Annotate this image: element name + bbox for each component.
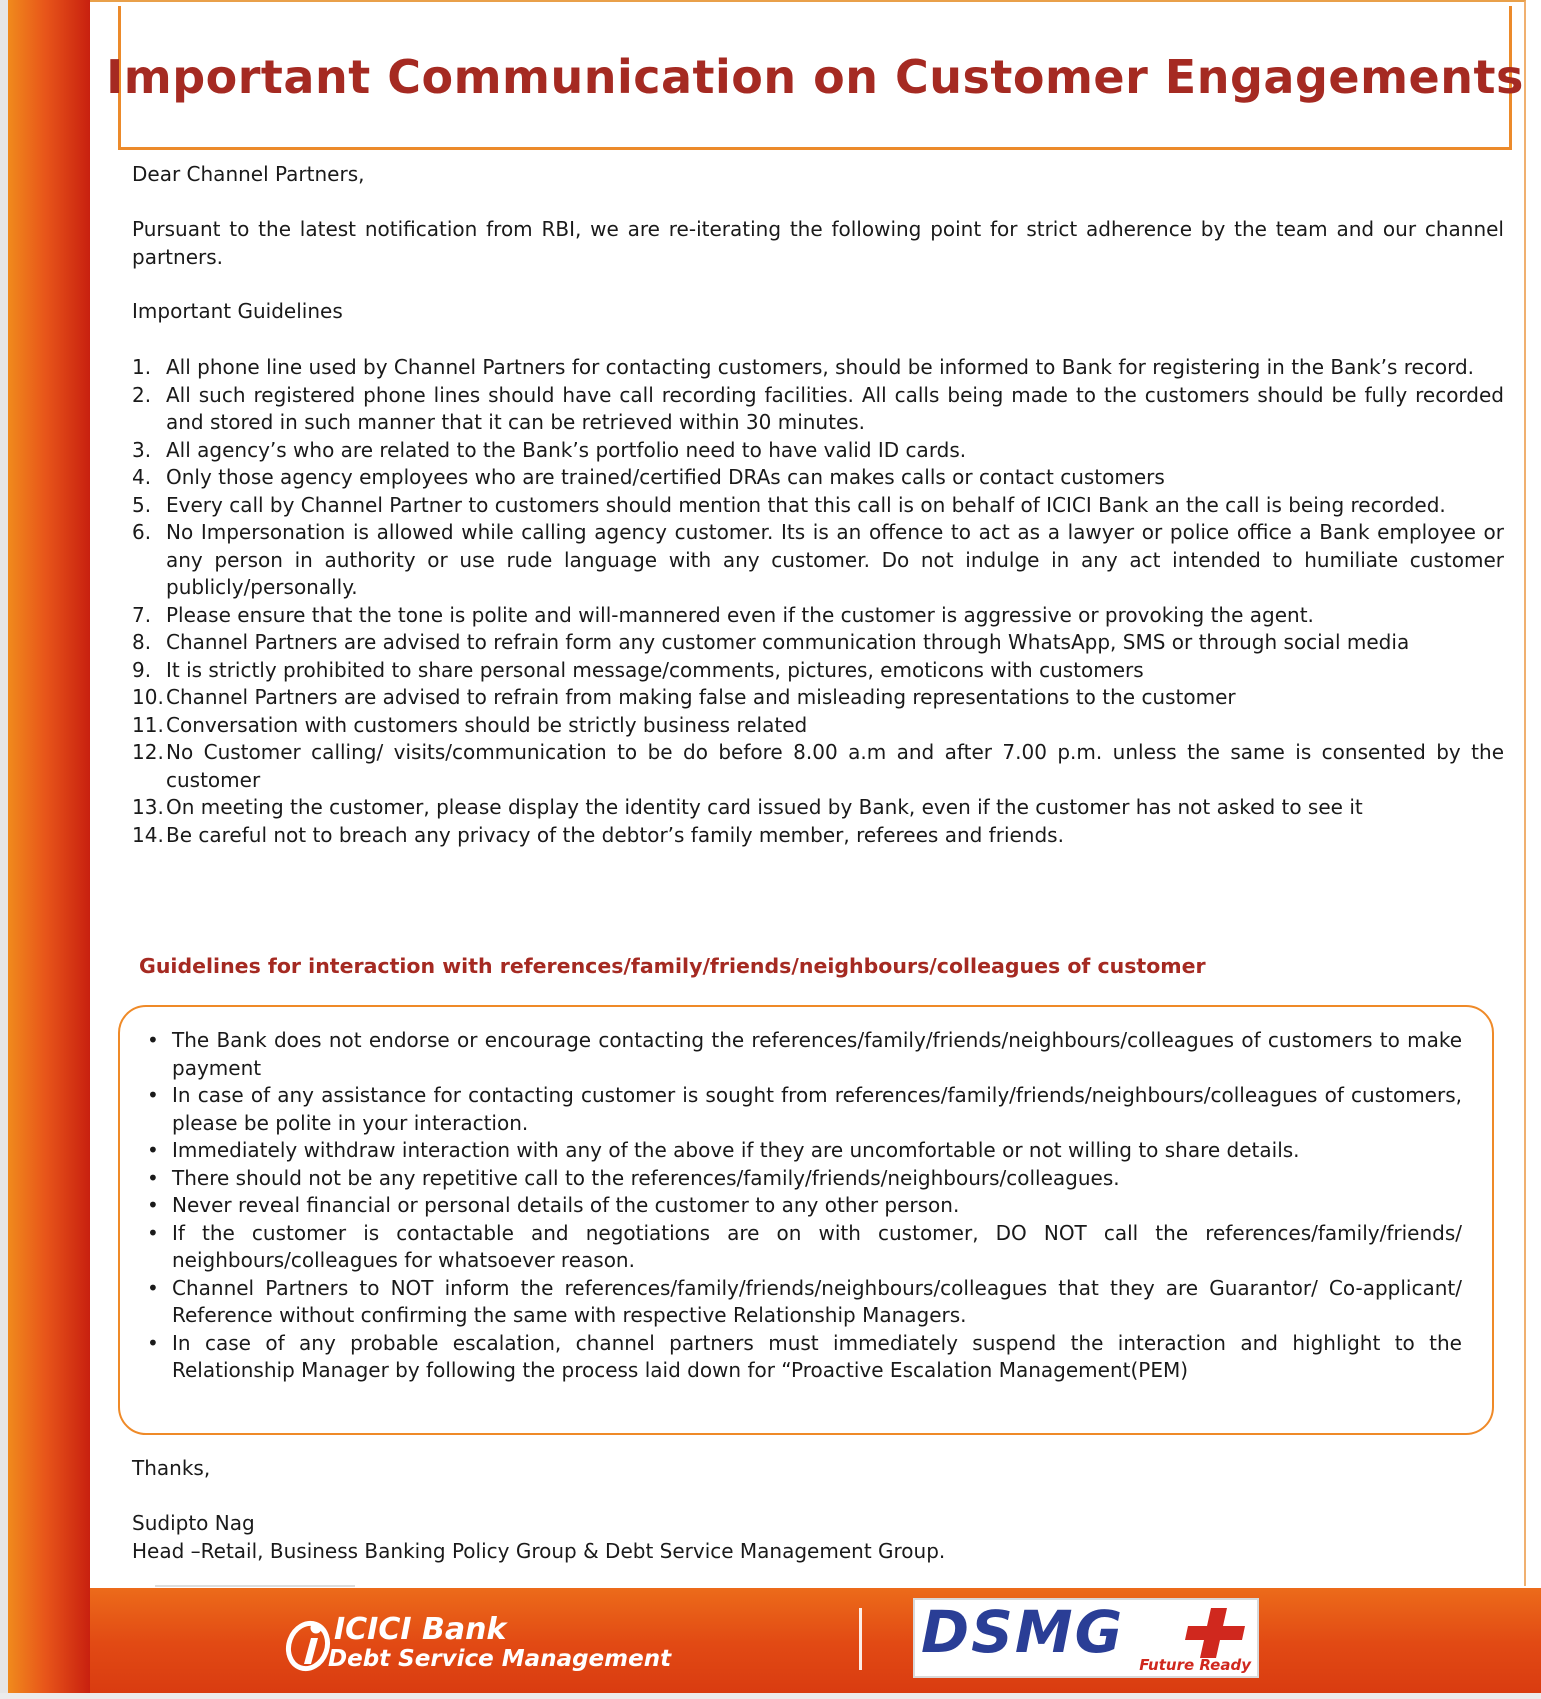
guideline-text: Every call by Channel Partner to customers should mention that this call is on behalf of ICICI Bank an the call is being recorded. xyxy=(166,492,1446,517)
list-item xyxy=(144,1137,1462,1165)
guideline-item xyxy=(132,354,1504,382)
guideline-item xyxy=(132,684,1504,712)
bullet-icon: • xyxy=(147,1220,159,1245)
bullet-icon: • xyxy=(147,1330,159,1355)
list-item xyxy=(144,1220,1462,1275)
guideline-number: 13. xyxy=(132,795,164,819)
guideline-text: All agency’s who are related to the Bank’s portfolio need to have valid ID cards. xyxy=(166,437,967,462)
reference-guidelines-list xyxy=(144,1027,1462,1385)
list-item xyxy=(144,1330,1462,1385)
guideline-number: 9. xyxy=(132,657,152,682)
guideline-text: All such registered phone lines should have call recording facilities. All calls being made to the customers should be fully recorded and stored in such manner that it can be retrieved within 30 minutes. xyxy=(166,382,1504,434)
closing: Thanks, xyxy=(132,1456,211,1480)
guideline-text: Only those agency employees who are trained/certified DRAs can makes calls or contact customers xyxy=(166,465,1165,489)
list-item xyxy=(144,1192,1462,1220)
page-title: Important Communication on Customer Engagements xyxy=(106,49,1524,104)
reference-guideline-text: In case of any assistance for contacting customer is sought from references/family/friends/neighbours/colleagues of customers, please be polite in your interaction. xyxy=(172,1083,1462,1135)
guideline-item xyxy=(132,464,1504,492)
plus-icon xyxy=(1185,1606,1249,1660)
reference-guideline-text: The Bank does not endorse or encourage contacting the references/family/friends/neighbours/colleagues of customers to make payment xyxy=(172,1028,1462,1080)
guideline-item xyxy=(132,629,1504,657)
guideline-item xyxy=(132,492,1504,520)
guideline-text: No Customer calling/ visits/communication to be do before 8.00 a.m and after 7.00 p.m. unless the same is consented by the customer xyxy=(166,740,1504,792)
guideline-number: 12. xyxy=(132,740,164,764)
guideline-number: 7. xyxy=(132,602,152,627)
guideline-number: 11. xyxy=(132,712,164,737)
reference-guideline-text: Immediately withdraw interaction with any of the above if they are uncomfortable or not willing to share details. xyxy=(172,1138,1300,1162)
guideline-item xyxy=(132,794,1504,822)
left-gradient-band xyxy=(8,0,90,1699)
guideline-item xyxy=(132,712,1504,740)
list-item xyxy=(144,1275,1462,1330)
guideline-item xyxy=(132,739,1504,794)
guideline-item xyxy=(132,822,1504,850)
guideline-item xyxy=(132,382,1504,437)
guideline-number: 4. xyxy=(132,465,152,489)
guideline-item xyxy=(132,437,1504,465)
dsmg-tagline: Future Ready xyxy=(1139,1656,1251,1674)
signer-name: Sudipto Nag xyxy=(132,1511,255,1535)
guideline-text: It is strictly prohibited to share personal message/comments, pictures, emoticons with customers xyxy=(166,657,1144,682)
guideline-number: 5. xyxy=(132,492,152,517)
guideline-number: 14. xyxy=(132,822,164,847)
signer-title: Head –Retail, Business Banking Policy Group & Debt Service Management Group. xyxy=(132,1539,946,1563)
guideline-number: 2. xyxy=(132,382,152,407)
guideline-text: Channel Partners are advised to refrain from making false and misleading representations to the customer xyxy=(166,685,1236,709)
section-heading: Guidelines for interaction with references/family/friends/neighbours/colleagues of customer xyxy=(139,954,1206,978)
bullet-icon: • xyxy=(147,1275,159,1300)
guideline-text: Channel Partners are advised to refrain form any customer communication through WhatsApp, SMS or through social media xyxy=(166,630,1410,654)
guideline-text: No Impersonation is allowed while calling agency customer. Its is an offence to act as a lawyer or police office a Bank employee or any person in authority or use rude language with any customer. Do not indulge in any act intended to humiliate customer publicly/personally. xyxy=(166,520,1504,599)
list-item xyxy=(144,1082,1462,1137)
reference-guideline-text: If the customer is contactable and negotiations are on with customer, DO NOT call the references/family/friends/ neighbours/colleagues for whatsoever reason. xyxy=(172,1220,1462,1272)
bullet-icon: • xyxy=(147,1028,159,1052)
bullet-icon: • xyxy=(147,1193,159,1217)
guideline-text: Be careful not to breach any privacy of the debtor’s family member, referees and friends. xyxy=(166,822,1064,847)
intro-paragraph: Pursuant to the latest notification from RBI, we are re-iterating the following point for strict adherence by the team and our channel partners. xyxy=(132,217,1504,269)
guideline-item xyxy=(132,657,1504,685)
dsmg-logo xyxy=(913,1598,1259,1678)
bullet-icon: • xyxy=(147,1138,159,1162)
title-box xyxy=(106,6,1524,150)
guideline-item xyxy=(132,602,1504,630)
reference-guideline-text: In case of any probable escalation, channel partners must immediately suspend the interaction and highlight to the Relationship Manager by following the process laid down for “Proactive Escalation Management(PEM) xyxy=(172,1330,1462,1382)
reference-guideline-text: Never reveal financial or personal details of the customer to any other person. xyxy=(172,1193,960,1217)
guideline-number: 10. xyxy=(132,685,164,709)
bank-unit: Debt Service Management xyxy=(328,1646,672,1672)
icici-bank-logo xyxy=(284,1614,724,1678)
guideline-number: 1. xyxy=(132,355,152,379)
salutation: Dear Channel Partners, xyxy=(132,162,365,186)
page-edge xyxy=(0,0,8,1699)
guideline-item xyxy=(132,519,1504,602)
list-item xyxy=(144,1165,1462,1193)
bullet-icon: • xyxy=(147,1165,159,1190)
guideline-text: Conversation with customers should be strictly business related xyxy=(166,712,808,737)
footer-divider xyxy=(859,1608,862,1670)
guideline-text: On meeting the customer, please display the identity card issued by Bank, even if the customer has not asked to see it xyxy=(166,795,1363,819)
reference-guideline-text: Channel Partners to NOT inform the references/family/friends/neighbours/colleagues that they are Guarantor/ Co-applicant/ Reference without confirming the same with respective Relationship Managers. xyxy=(172,1275,1462,1327)
reference-guideline-text: There should not be any repetitive call to the references/family/friends/neighbours/colleagues. xyxy=(172,1165,1120,1190)
guideline-text: All phone line used by Channel Partners for contacting customers, should be informed to Bank for registering in the Bank’s record. xyxy=(166,355,1474,379)
dsmg-logo-text: DSMG xyxy=(921,1598,1125,1666)
footer-edge xyxy=(0,1693,1541,1699)
divider xyxy=(155,1585,355,1587)
guidelines-list xyxy=(132,354,1504,849)
guideline-number: 6. xyxy=(132,520,152,544)
guideline-number: 8. xyxy=(132,630,152,654)
bullet-icon: • xyxy=(147,1083,159,1107)
bank-name: ICICI Bank xyxy=(334,1612,507,1647)
list-item xyxy=(144,1027,1462,1082)
guideline-text: Please ensure that the tone is polite and will-mannered even if the customer is aggressive or provoking the agent. xyxy=(166,602,1314,627)
guidelines-heading: Important Guidelines xyxy=(132,299,343,323)
guideline-number: 3. xyxy=(132,437,152,462)
